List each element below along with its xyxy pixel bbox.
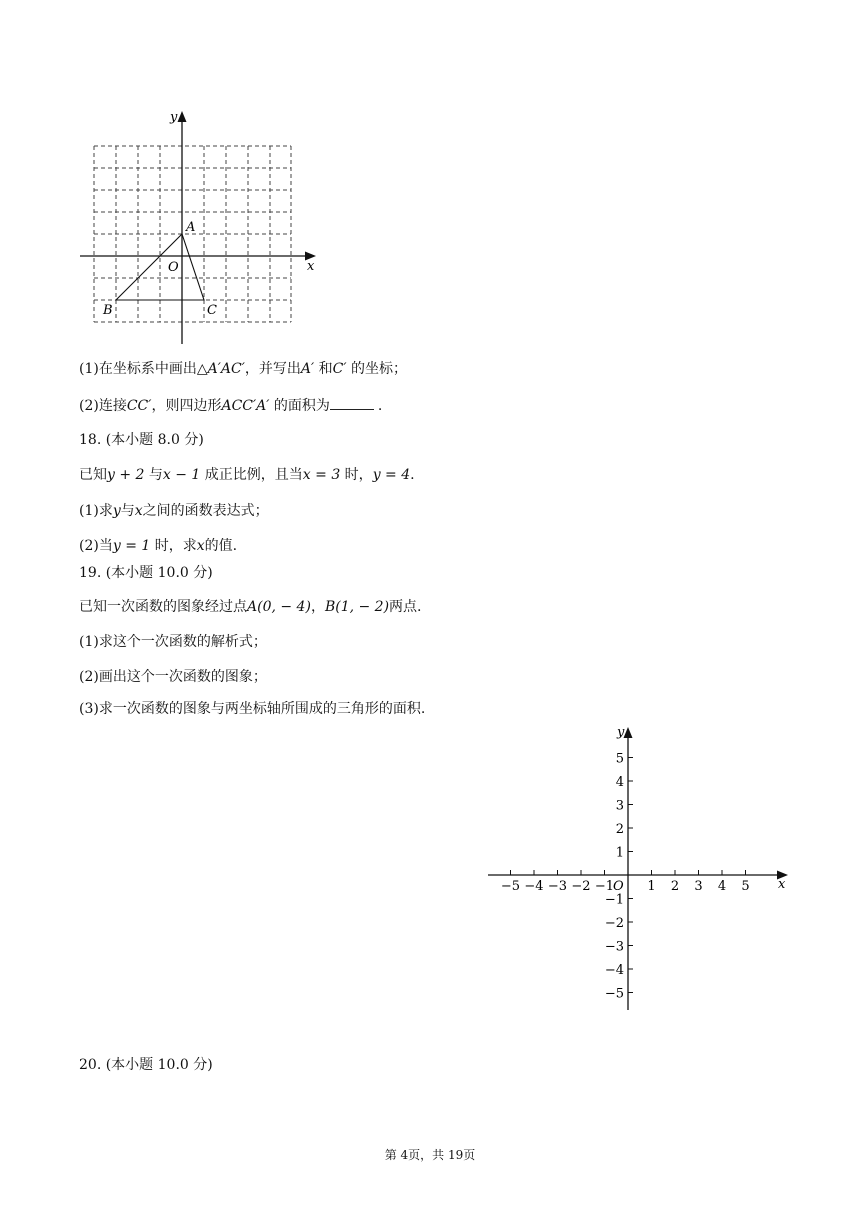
x-tick-label: −1 [594, 879, 615, 894]
y-tick-label: −4 [604, 963, 624, 978]
q17-part2: (2)连接CC′，则四边形ACC′A′ 的面积为 . [79, 395, 382, 416]
coordinate-axes-figure [480, 720, 800, 1020]
page-footer: 第 4页，共 19页 [384, 1148, 476, 1162]
q19-title: 19. (本小题 10.0 分) [79, 565, 213, 581]
x-tick-label: 1 [647, 879, 656, 894]
q20-title: 20. (本小题 10.0 分) [79, 1057, 213, 1073]
q19-part2: (2)画出这个一次函数的图象； [79, 669, 267, 685]
q19-part3: (3)求一次函数的图象与两坐标轴所围成的三角形的面积. [79, 701, 426, 717]
x-tick-label: −2 [571, 879, 591, 894]
triangle-grid-figure [78, 106, 328, 351]
point-a-label: A [186, 220, 196, 235]
y-tick-label: −5 [604, 986, 624, 1002]
x-tick-label: −5 [500, 879, 521, 894]
q17-part1: (1)在坐标系中画出△A′AC′，并写出A′ 和C′ 的坐标； [79, 361, 407, 377]
y-tick-label: −2 [604, 916, 624, 931]
q18-title: 18. (本小题 8.0 分) [79, 432, 204, 448]
x-tick-label: −4 [524, 879, 544, 894]
origin-label: O [613, 879, 624, 894]
q18-stem: 已知y + 2 与x − 1 成正比例，且当x = 3 时，y = 4. [79, 467, 415, 483]
y-tick-label: −3 [604, 939, 624, 955]
q18-part2: (2)当y = 1 时，求x的值. [79, 538, 238, 554]
q18-part1: (1)求y与x之间的函数表达式； [79, 503, 269, 519]
y-tick-label: 5 [615, 751, 624, 767]
answer-blank[interactable] [330, 395, 374, 410]
x-tick-label: −3 [547, 879, 568, 894]
y-axis-label: y [170, 110, 178, 125]
point-b-label: B [103, 303, 113, 318]
y-tick-label: 1 [615, 845, 624, 861]
y-tick-label: 2 [615, 822, 624, 837]
x-tick-label: 2 [670, 879, 680, 894]
x-tick-label: 5 [741, 879, 750, 894]
y-tick-label: 4 [615, 775, 624, 790]
x-axis-label: x [307, 259, 315, 274]
q19-part1: (1)求这个一次函数的解析式； [79, 634, 267, 650]
x-tick-label: 4 [717, 879, 727, 894]
y-axis-arrow [178, 111, 187, 122]
q19-stem: 已知一次函数的图象经过点A(0, − 4)，B(1, − 2)两点. [79, 599, 422, 615]
y-axis-label: y [617, 725, 625, 740]
y-axis-arrow [624, 727, 633, 738]
x-tick-label: 3 [694, 879, 703, 894]
origin-label: O [168, 260, 179, 275]
point-c-label: C [207, 303, 217, 318]
y-tick-label: −1 [604, 892, 624, 908]
y-tick-label: 3 [615, 798, 624, 814]
x-axis-label: x [778, 877, 786, 892]
